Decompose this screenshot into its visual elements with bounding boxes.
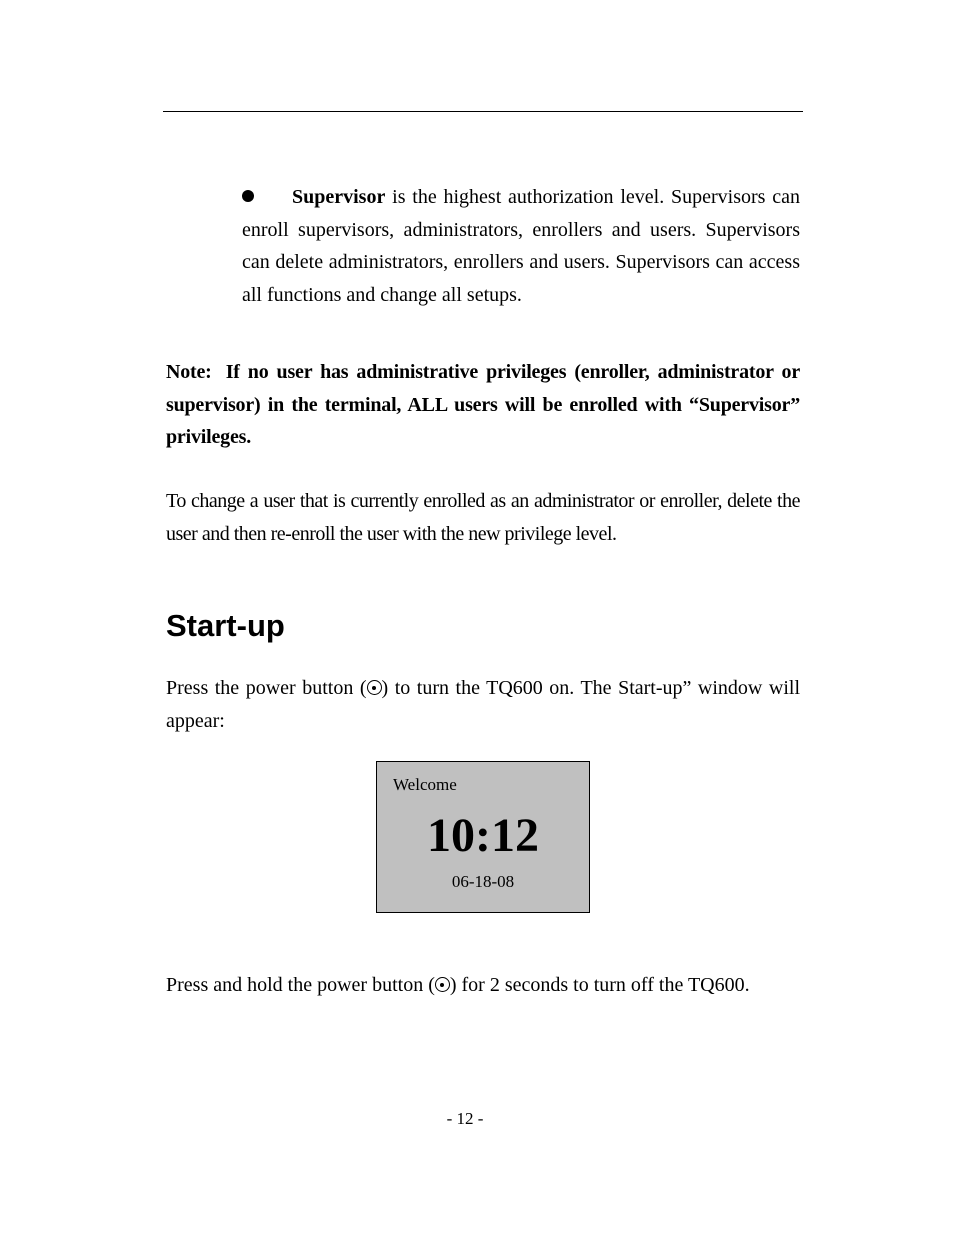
power-button-icon bbox=[367, 680, 382, 695]
page-number: - 12 - bbox=[446, 1109, 484, 1128]
note-text: If no user has administrative privileges (enroller, administrator or supervisor) in the terminal, ALL users will be enrolled with “Supervisor” privileges. bbox=[166, 361, 800, 448]
section-title: Start-up bbox=[166, 608, 285, 643]
header-rule bbox=[163, 111, 803, 112]
screen-welcome: Welcome bbox=[393, 775, 457, 794]
power-off-text-before: Press and hold the power button ( bbox=[166, 974, 435, 996]
bullet-term: Supervisor bbox=[292, 186, 386, 208]
screen-date: 06-18-08 bbox=[451, 872, 515, 891]
screen-time: 10:12 bbox=[427, 809, 539, 862]
startup-screen bbox=[376, 761, 590, 913]
startup-text-before: Press the power button ( bbox=[166, 677, 367, 699]
startup-paragraph bbox=[166, 672, 800, 737]
bullet-dot-icon bbox=[242, 190, 254, 202]
power-button-icon bbox=[435, 977, 450, 992]
supervisor-bullet bbox=[242, 181, 800, 311]
bullet-text: is the highest authorization level. Supervisors can enroll supervisors, administrators, enrollers and users. Supervisors can delete administrators, enrollers and users. Supervisors can access all functions and change all setups. bbox=[242, 186, 800, 306]
power-off-paragraph bbox=[166, 969, 800, 1002]
note-label: Note: bbox=[166, 361, 212, 383]
power-off-text-after: ) for 2 seconds to turn off the TQ600. bbox=[449, 974, 750, 996]
note-paragraph bbox=[166, 356, 800, 454]
startup-text-after: ) to turn the TQ600 on. The Start-up” window will appear: bbox=[166, 677, 800, 732]
change-privilege-paragraph: To change a user that is currently enrolled as an administrator or enroller, delete the user and then re-enroll the user with the new privilege level. bbox=[166, 490, 800, 545]
